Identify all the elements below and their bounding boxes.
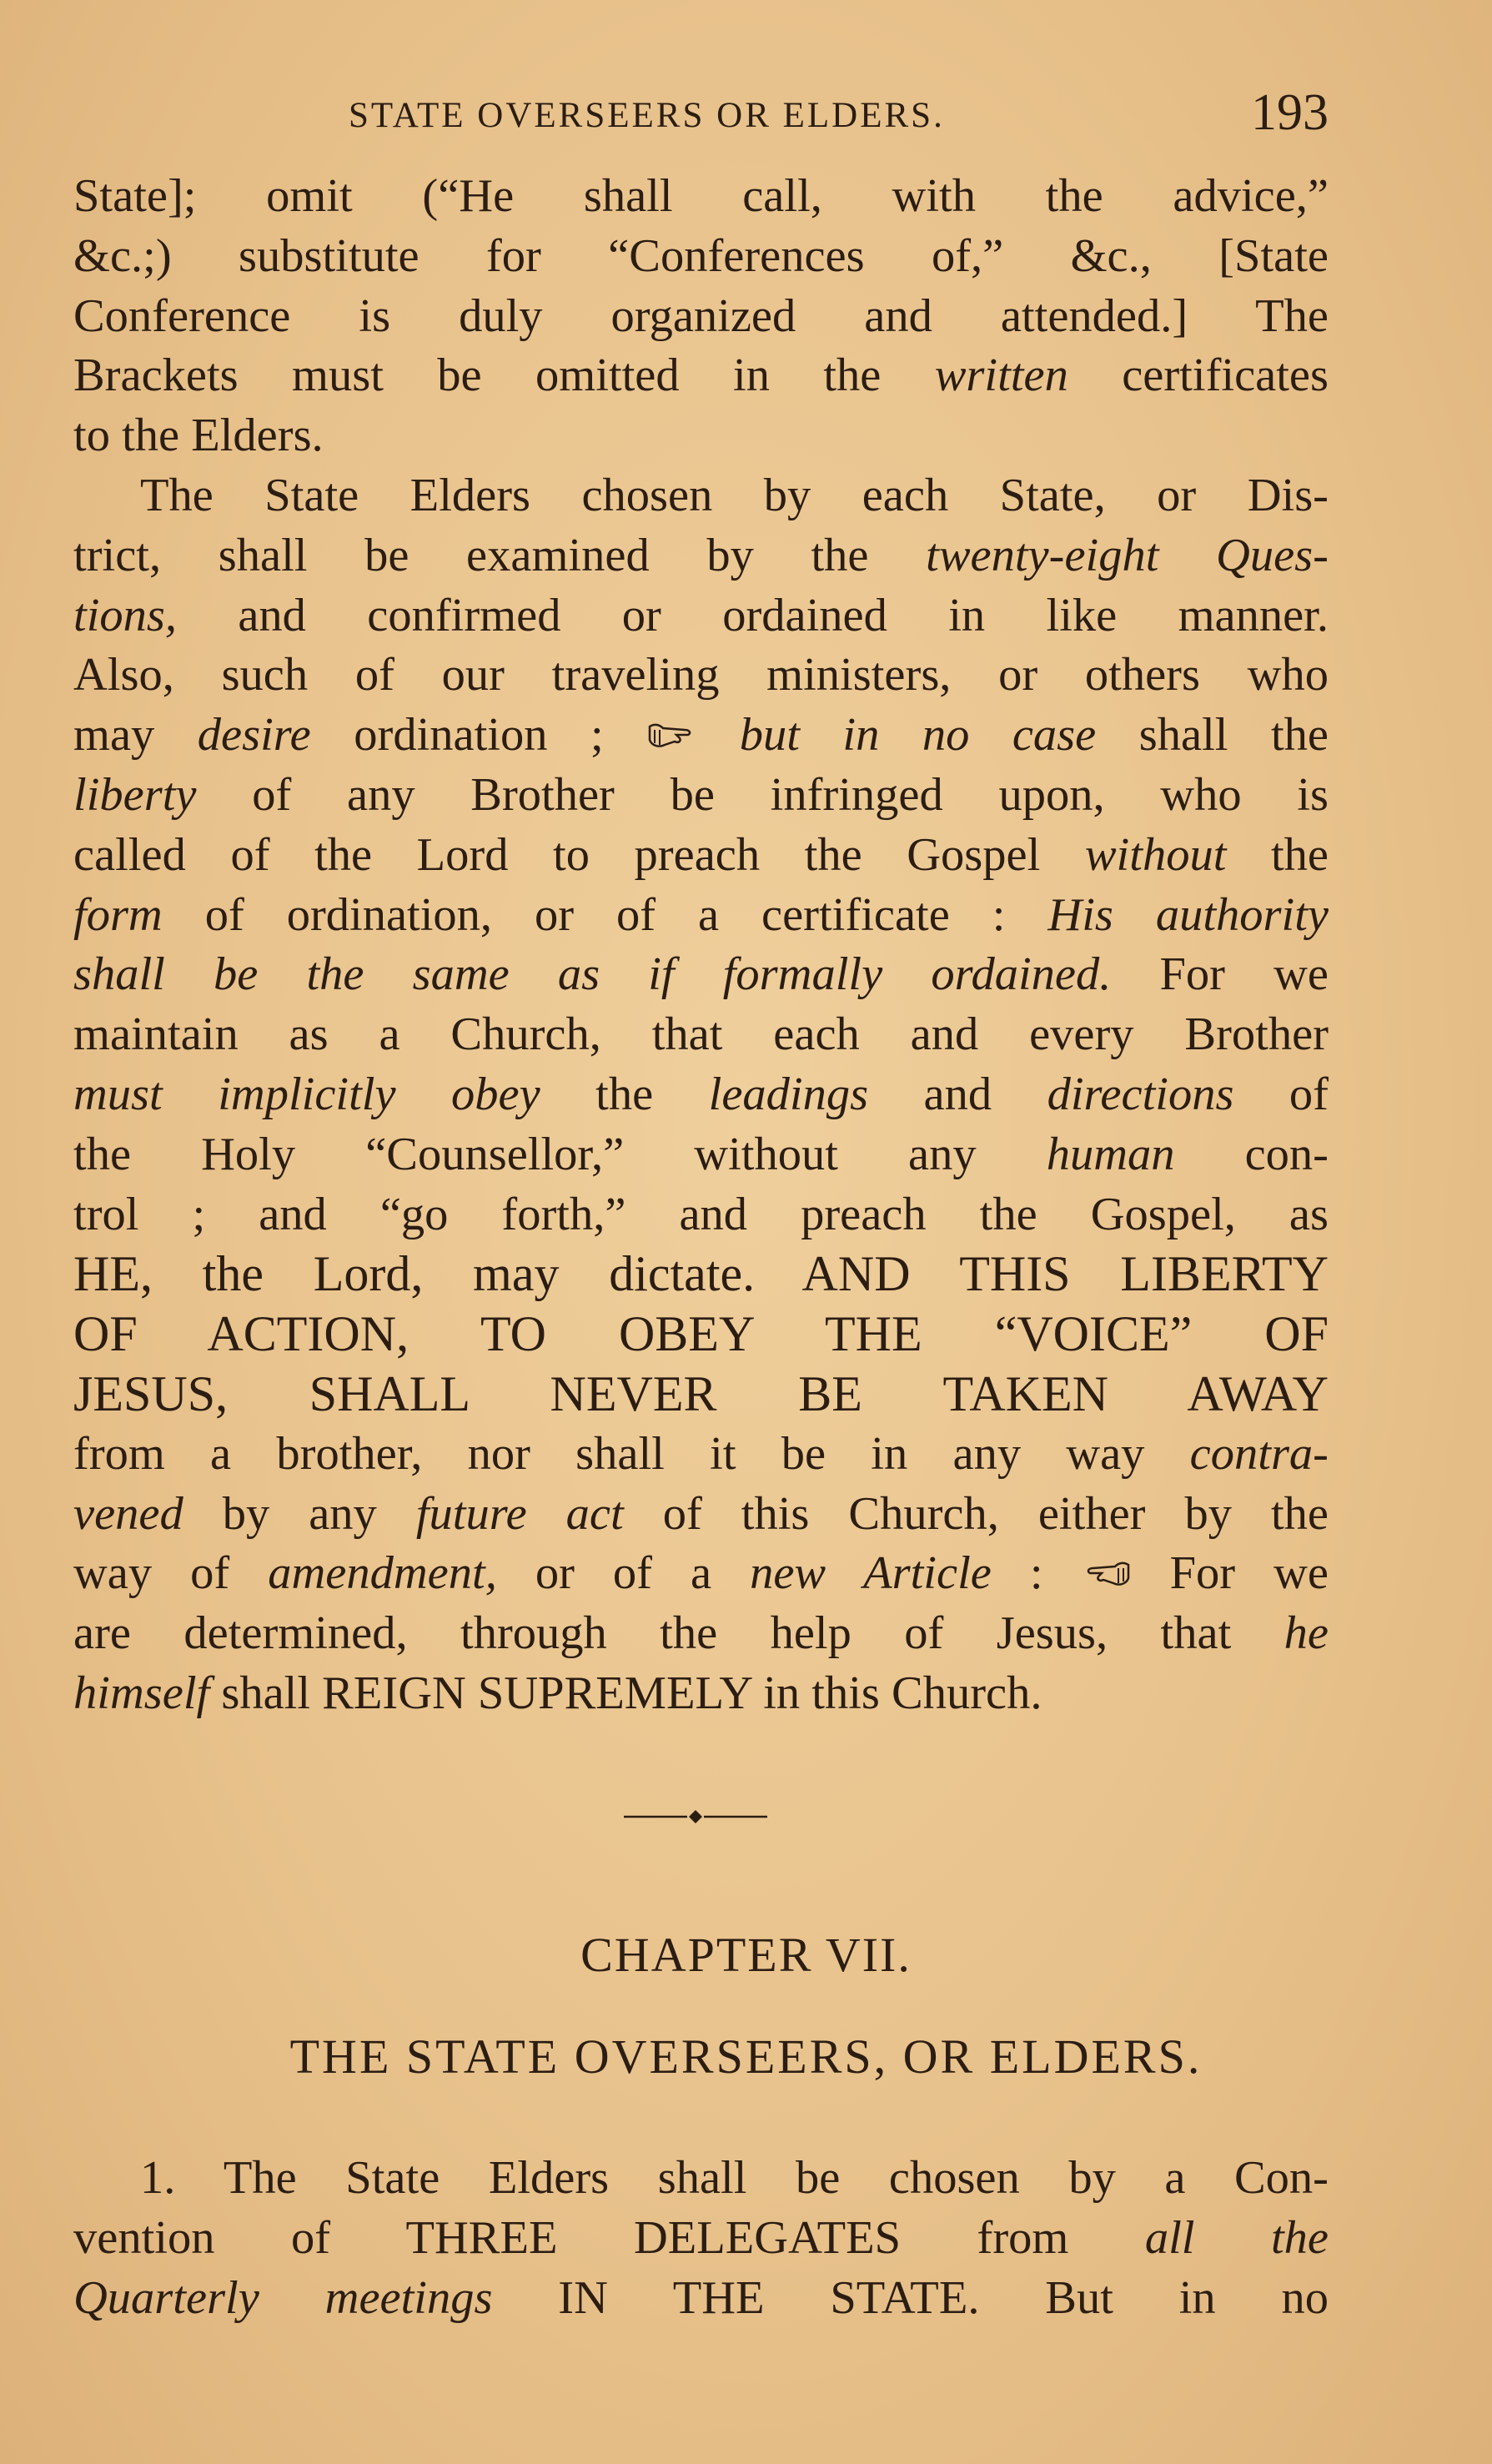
pointing-hand-left-icon bbox=[1082, 1558, 1132, 1592]
text-line: trol ; and “go forth,” and preach the Gospel, as bbox=[73, 1188, 1329, 1240]
text-line: vened by any future act of this Church, either by the bbox=[73, 1487, 1329, 1540]
text-line: &c.;) substitute for “Conferences of,” &c., [State bbox=[73, 229, 1329, 282]
text-line: way of amendment, or of a new Article : For we bbox=[73, 1547, 1329, 1600]
text-line: are determined, through the help of Jesus, that he bbox=[73, 1607, 1329, 1660]
text-line: the Holy “Counsellor,” without any human con- bbox=[73, 1128, 1329, 1180]
body-text bbox=[73, 167, 1329, 1724]
text-line: Conference is duly organized and attended.] The bbox=[73, 289, 1329, 342]
text-line: must implicitly obey the leadings and directions of bbox=[73, 1068, 1329, 1120]
text-line: himself shall REIGN SUPREMELY in this Church. bbox=[73, 1667, 1042, 1719]
pointing-hand-right-icon bbox=[646, 720, 696, 753]
text-line: 1. The State Elders shall be chosen by a Con- bbox=[140, 2152, 1329, 2204]
text-line: from a brother, nor shall it be in any way contra- bbox=[73, 1427, 1329, 1480]
chapter-number: CHAPTER VII. bbox=[580, 1928, 912, 1982]
text-line: shall be the same as if formally ordained. For we bbox=[73, 948, 1329, 1001]
text-line: liberty of any Brother be infringed upon, who is bbox=[73, 768, 1329, 821]
text-line: to the Elders. bbox=[73, 410, 324, 462]
text-line: tions, and confirmed or ordained in like manner. bbox=[73, 589, 1329, 641]
text-line: Also, such of our traveling ministers, or others who bbox=[73, 649, 1329, 701]
text-line: The State Elders chosen by each State, or Dis- bbox=[140, 469, 1329, 521]
text-line: JESUS, SHALL NEVER BE TAKEN AWAY bbox=[73, 1365, 1329, 1421]
text-line: OF ACTION, TO OBEY THE “VOICE” OF bbox=[73, 1306, 1329, 1362]
text-line: maintain as a Church, that each and every Brother bbox=[73, 1008, 1329, 1061]
text-line: may desire ordination ; but in no case shall the bbox=[73, 709, 1329, 762]
text-line: called of the Lord to preach the Gospel without the bbox=[73, 828, 1329, 881]
section-paragraph bbox=[73, 2149, 1329, 2328]
text-line: vention of THREE DELEGATES from all the bbox=[73, 2211, 1329, 2264]
page-number: 193 bbox=[1251, 84, 1329, 141]
text-line: Quarterly meetings IN THE STATE. But in no bbox=[73, 2271, 1329, 2324]
text-line: form of ordination, or of a certificate : His authority bbox=[73, 888, 1329, 941]
page-header bbox=[73, 83, 1329, 150]
diamond-rule-ornament bbox=[624, 1808, 767, 1825]
text-line: Brackets must be omitted in the written certificates bbox=[73, 349, 1329, 402]
text-line: HE, the Lord, may dictate. AND THIS LIBERTY bbox=[73, 1246, 1329, 1302]
text-line: trict, shall be examined by the twenty-eight Ques- bbox=[73, 529, 1329, 581]
text-line: State]; omit (“He shall call, with the advice,” bbox=[73, 170, 1329, 222]
chapter-title: THE STATE OVERSEERS, OR ELDERS. bbox=[289, 2029, 1203, 2084]
running-head: STATE OVERSEERS OR ELDERS. bbox=[349, 96, 945, 135]
